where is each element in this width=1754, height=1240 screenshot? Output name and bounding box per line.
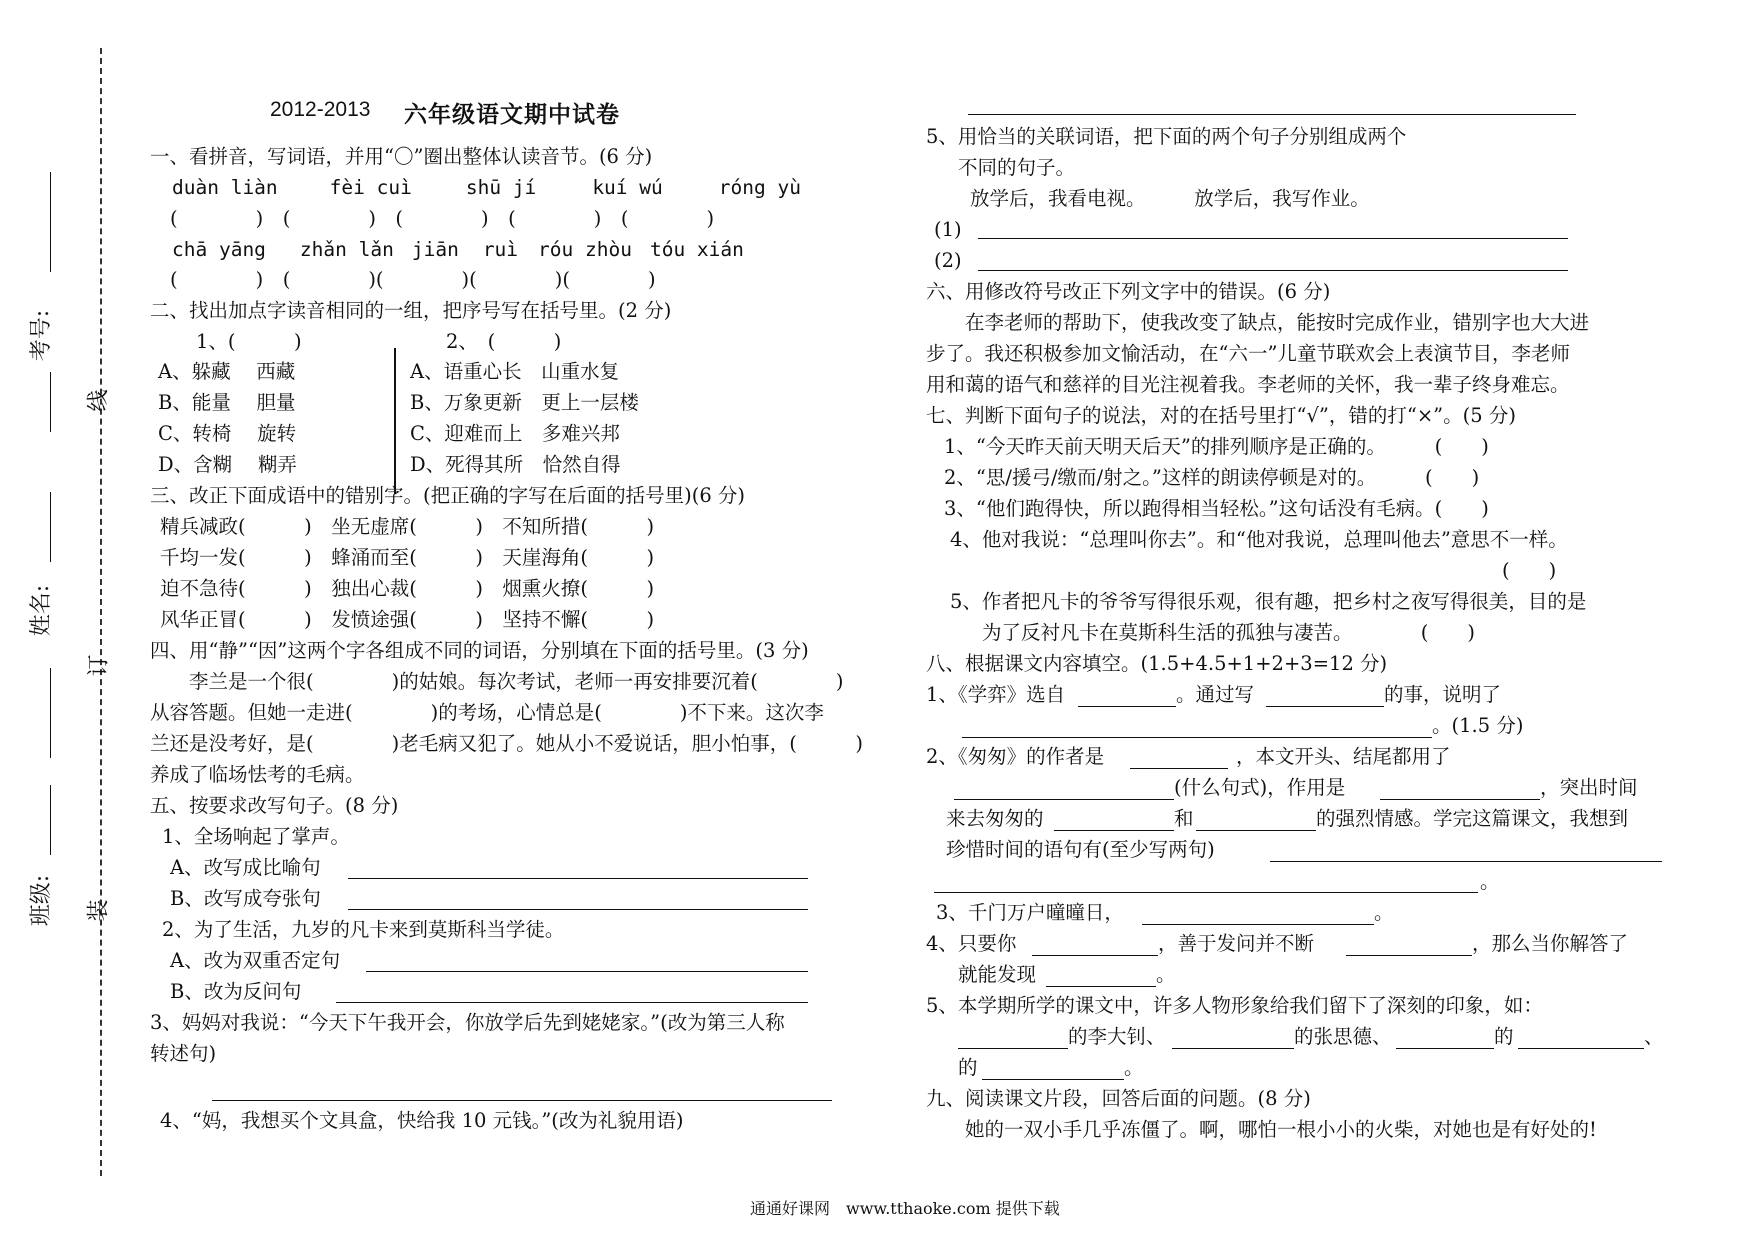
q5-5-answer-2[interactable] bbox=[978, 270, 1568, 271]
q8-2d: ，突出时间 bbox=[1540, 776, 1638, 799]
q8-2h: 珍惜时间的语句有(至少写两句) bbox=[946, 838, 1215, 861]
q8-5e: 、 bbox=[1644, 1025, 1664, 1048]
q5-1b: B、改写成夸张句 bbox=[170, 887, 321, 910]
q8-2-blank-author[interactable] bbox=[1130, 768, 1228, 769]
q8-2c: (什么句式)，作用是 bbox=[1174, 776, 1346, 799]
q5-5-answer-1[interactable] bbox=[978, 238, 1568, 239]
exam-number-label: 考号: bbox=[29, 309, 55, 362]
q1-pinyin-2: chā yāng zhǎn lǎn jiān ruì róu zhòu tóu xián bbox=[172, 238, 744, 261]
q7-3: 3、“他们跑得快，所以跑得相当轻松。”这句话没有毛病。( ) bbox=[944, 497, 1489, 520]
q8-5-blank-3[interactable] bbox=[1396, 1048, 1494, 1049]
q1-pinyin-1: duàn liàn fèi cuì shū jí kuí wú róng yù bbox=[172, 176, 801, 199]
q5-2: 2、为了生活，九岁的凡卡来到莫斯科当学徒。 bbox=[162, 918, 565, 941]
q5-2b: B、改为反问句 bbox=[170, 980, 302, 1003]
q8-3a: 3、千门万户曈曈日， bbox=[936, 901, 1124, 924]
q5-2b-answer-line[interactable] bbox=[336, 1002, 808, 1003]
q8-4-blank-3[interactable] bbox=[1046, 986, 1156, 987]
q1-title: 一、看拼音，写词语，并用“〇”圈出整体认读音节。(6 分) bbox=[150, 145, 653, 168]
q8-4-blank-2[interactable] bbox=[1346, 955, 1472, 956]
q5-5a: 5、用恰当的关联词语，把下面的两个句子分别组成两个 bbox=[926, 125, 1407, 148]
q8-1c: 的事，说明了 bbox=[1384, 683, 1502, 706]
q8-2-blank-f1[interactable] bbox=[1054, 830, 1174, 831]
q8-2-blank-quote-2[interactable] bbox=[934, 892, 1478, 893]
q5-1: 1、全场响起了掌声。 bbox=[162, 825, 350, 848]
binding-dashed-line bbox=[100, 48, 102, 1176]
q5-2a: A、改为双重否定句 bbox=[170, 949, 341, 972]
class-line bbox=[50, 785, 51, 855]
q2-group2-head: 2、 ( ) bbox=[446, 330, 562, 353]
q8-4d: 就能发现 bbox=[958, 963, 1037, 986]
q2-g2-d: D、死得其所 恰然自得 bbox=[410, 453, 621, 476]
q8-4c: ，那么当你解答了 bbox=[1472, 932, 1629, 955]
q8-2a: 2、《匆匆》的作者是 bbox=[926, 745, 1105, 768]
q8-1b: 。通过写 bbox=[1176, 683, 1255, 706]
q8-1-blank-2[interactable] bbox=[1266, 706, 1384, 707]
q3-row-2: 千均一发( ) 蜂涌而至( ) 天崖海角( ) bbox=[160, 546, 655, 569]
q5-5n2: (2) bbox=[934, 249, 962, 272]
q5-1a-answer-line[interactable] bbox=[348, 878, 808, 879]
q3-row-3: 迫不急待( ) 独出心裁( ) 烟熏火撩( ) bbox=[160, 577, 655, 600]
q8-2-blank-effect[interactable] bbox=[1380, 799, 1540, 800]
q8-5f: 的 bbox=[958, 1056, 978, 1079]
q7-5b: 为了反衬凡卡在莫斯科生活的孤独与凄苦。 ( ) bbox=[982, 621, 1475, 644]
binding-xian: 线 bbox=[86, 389, 112, 412]
q8-4a: 4、只要你 bbox=[926, 932, 1017, 955]
q8-1-blank-3[interactable] bbox=[962, 737, 1432, 738]
q5-1b-answer-line[interactable] bbox=[348, 909, 808, 910]
q8-2-blank-quote-1[interactable] bbox=[1270, 861, 1662, 862]
q9-title: 九、阅读课文片段，回答后面的问题。(8 分) bbox=[926, 1087, 1311, 1110]
q8-5c: 的张思德、 bbox=[1294, 1025, 1392, 1048]
q7-2: 2、“思/援弓/缴而/射之。”这样的朗读停顿是对的。 ( ) bbox=[944, 466, 1480, 489]
q7-4-bracket: ( ) bbox=[1502, 559, 1557, 582]
name-label: 姓名: bbox=[29, 584, 55, 637]
q4-line-1: 李兰是一个很( )的姑娘。每次考试，老师一再安排要沉着( ) bbox=[150, 670, 844, 693]
q7-1: 1、“今天昨天前天明天后天”的排列顺序是正确的。 ( ) bbox=[944, 435, 1489, 458]
q5-1a: A、改写成比喻句 bbox=[170, 856, 321, 879]
q8-2-blank-f2[interactable] bbox=[1196, 830, 1316, 831]
q3-row-1: 精兵减政( ) 坐无虚席( ) 不知所措( ) bbox=[160, 515, 655, 538]
q5-3b: 转述句) bbox=[150, 1042, 217, 1065]
q2-g1-d: D、含糊 糊弄 bbox=[158, 453, 297, 476]
q4-line-4: 养成了临场怯考的毛病。 bbox=[150, 763, 365, 786]
q8-5-blank-1[interactable] bbox=[958, 1048, 1068, 1049]
q8-5-blank-2[interactable] bbox=[1172, 1048, 1294, 1049]
q8-5-blank-5[interactable] bbox=[982, 1079, 1124, 1080]
q8-5g: 。 bbox=[1124, 1056, 1144, 1079]
q8-2b: ，本文开头、结尾都用了 bbox=[1236, 745, 1451, 768]
q8-2i: 。 bbox=[1480, 870, 1500, 893]
q5-3-answer-line[interactable] bbox=[212, 1100, 832, 1101]
q2-g2-b: B、万象更新 更上一层楼 bbox=[410, 391, 639, 414]
q2-g1-a: A、躲藏 西藏 bbox=[158, 360, 296, 383]
q5-4: 4、“妈，我想买个文具盒，快给我 10 元钱。”(改为礼貌用语) bbox=[160, 1109, 684, 1132]
q2-divider bbox=[394, 348, 396, 494]
q8-2-blank-sentence[interactable] bbox=[954, 799, 1174, 800]
q2-g1-c: C、转椅 旋转 bbox=[158, 422, 297, 445]
q4-line-3: 兰还是没考好，是( )老毛病又犯了。她从小不爱说话，胆小怕事，( ) bbox=[150, 732, 863, 755]
q3-row-4: 风华正冒( ) 发愤途强( ) 坚持不懈( ) bbox=[160, 608, 655, 631]
binding-ding: 订 bbox=[86, 654, 112, 677]
q1-brackets-2: ( ) ( )( )( )( ) bbox=[170, 268, 656, 291]
q8-5a: 5、本学期所学的课文中，许多人物形象给我们留下了深刻的印象，如： bbox=[926, 994, 1543, 1017]
exam-number-line-2 bbox=[50, 372, 51, 432]
class-label: 班级: bbox=[29, 874, 55, 927]
q5-title: 五、按要求改写句子。(8 分) bbox=[150, 794, 399, 817]
q2-g2-a: A、语重心长 山重水复 bbox=[410, 360, 620, 383]
q8-1d: 。(1.5 分) bbox=[1432, 714, 1524, 737]
q2-g1-b: B、能量 胆量 bbox=[158, 391, 296, 414]
q8-1-blank-1[interactable] bbox=[1078, 706, 1176, 707]
q8-2f: 和 bbox=[1174, 807, 1194, 830]
q6-line-1: 在李老师的帮助下，使我改变了缺点，能按时完成作业，错别字也大大进 bbox=[926, 311, 1590, 334]
q4-line-2: 从容答题。但她一走进( )的考场，心情总是( )不下来。这次李 bbox=[150, 701, 824, 724]
q8-2g: 的强烈情感。学完这篇课文，我想到 bbox=[1316, 807, 1629, 830]
q5-4-answer-line[interactable] bbox=[968, 114, 1576, 115]
q8-title: 八、根据课文内容填空。(1.5+4.5+1+2+3=12 分) bbox=[926, 652, 1388, 675]
q3-title: 三、改正下面成语中的错别字。(把正确的字写在后面的括号里)(6 分) bbox=[150, 484, 746, 507]
q8-5d: 的 bbox=[1494, 1025, 1514, 1048]
q8-4b: ，善于发问并不断 bbox=[1158, 932, 1315, 955]
q8-1a: 1、《学弈》选自 bbox=[926, 683, 1066, 706]
q5-5n1: (1) bbox=[934, 218, 962, 241]
q8-4-blank-1[interactable] bbox=[1032, 955, 1158, 956]
q2-group1-head: 1、( ) bbox=[196, 330, 302, 353]
binding-zhuang: 装 bbox=[86, 899, 112, 922]
name-line-2 bbox=[50, 668, 51, 758]
q7-5a: 5、作者把凡卡的爷爷写得很乐观，很有趣，把乡村之夜写得很美，目的是 bbox=[950, 590, 1587, 613]
q7-4: 4、他对我说：“总理叫你去”。和“他对我说，总理叫他去”意思不一样。 bbox=[950, 528, 1568, 551]
q6-title: 六、用修改符号改正下列文字中的错误。(6 分) bbox=[926, 280, 1331, 303]
q5-5c: 放学后，我看电视。 放学后，我写作业。 bbox=[970, 187, 1370, 210]
q6-line-2: 步了。我还积极参加文愉活动，在“六一”儿童节联欢会上表演节目，李老师 bbox=[926, 342, 1570, 365]
q7-title: 七、判断下面句子的说法，对的在括号里打“√”，错的打“×”。(5 分) bbox=[926, 404, 1516, 427]
q9-line-1: 她的一双小手几乎冻僵了。啊，哪怕一根小小的火柴，对她也是有好处的! bbox=[926, 1118, 1597, 1141]
q8-5-blank-4[interactable] bbox=[1518, 1048, 1644, 1049]
q8-3b: 。 bbox=[1374, 901, 1394, 924]
q8-4e: 。 bbox=[1156, 963, 1176, 986]
q8-3-blank[interactable] bbox=[1142, 924, 1374, 925]
exam-year: 2012-2013 bbox=[270, 98, 371, 121]
q5-5b: 不同的句子。 bbox=[958, 156, 1076, 179]
exam-title: 六年级语文期中试卷 bbox=[404, 101, 620, 128]
q4-title: 四、用“静”“因”这两个字各组成不同的词语，分别填在下面的括号里。(3 分) bbox=[150, 639, 809, 662]
q2-g2-c: C、迎难而上 多难兴邦 bbox=[410, 422, 620, 445]
q5-2a-answer-line[interactable] bbox=[366, 971, 808, 972]
q2-title: 二、找出加点字读音相同的一组，把序号写在括号里。(2 分) bbox=[150, 299, 672, 322]
q5-3a: 3、妈妈对我说：“今天下午我开会，你放学后先到姥姥家。”(改为第三人称 bbox=[150, 1011, 785, 1034]
footer-source: 通通好课网 www.tthaoke.com 提供下载 bbox=[750, 1199, 1060, 1218]
q8-5b: 的李大钊、 bbox=[1068, 1025, 1166, 1048]
exam-number-line bbox=[50, 172, 51, 272]
name-line bbox=[50, 492, 51, 562]
q1-brackets-1: ( ) ( ) ( ) ( ) ( ) bbox=[170, 207, 715, 230]
q6-line-3: 用和蔼的语气和慈祥的目光注视着我。李老师的关怀，我一辈子终身难忘。 bbox=[926, 373, 1570, 396]
q8-2e: 来去匆匆的 bbox=[946, 807, 1044, 830]
